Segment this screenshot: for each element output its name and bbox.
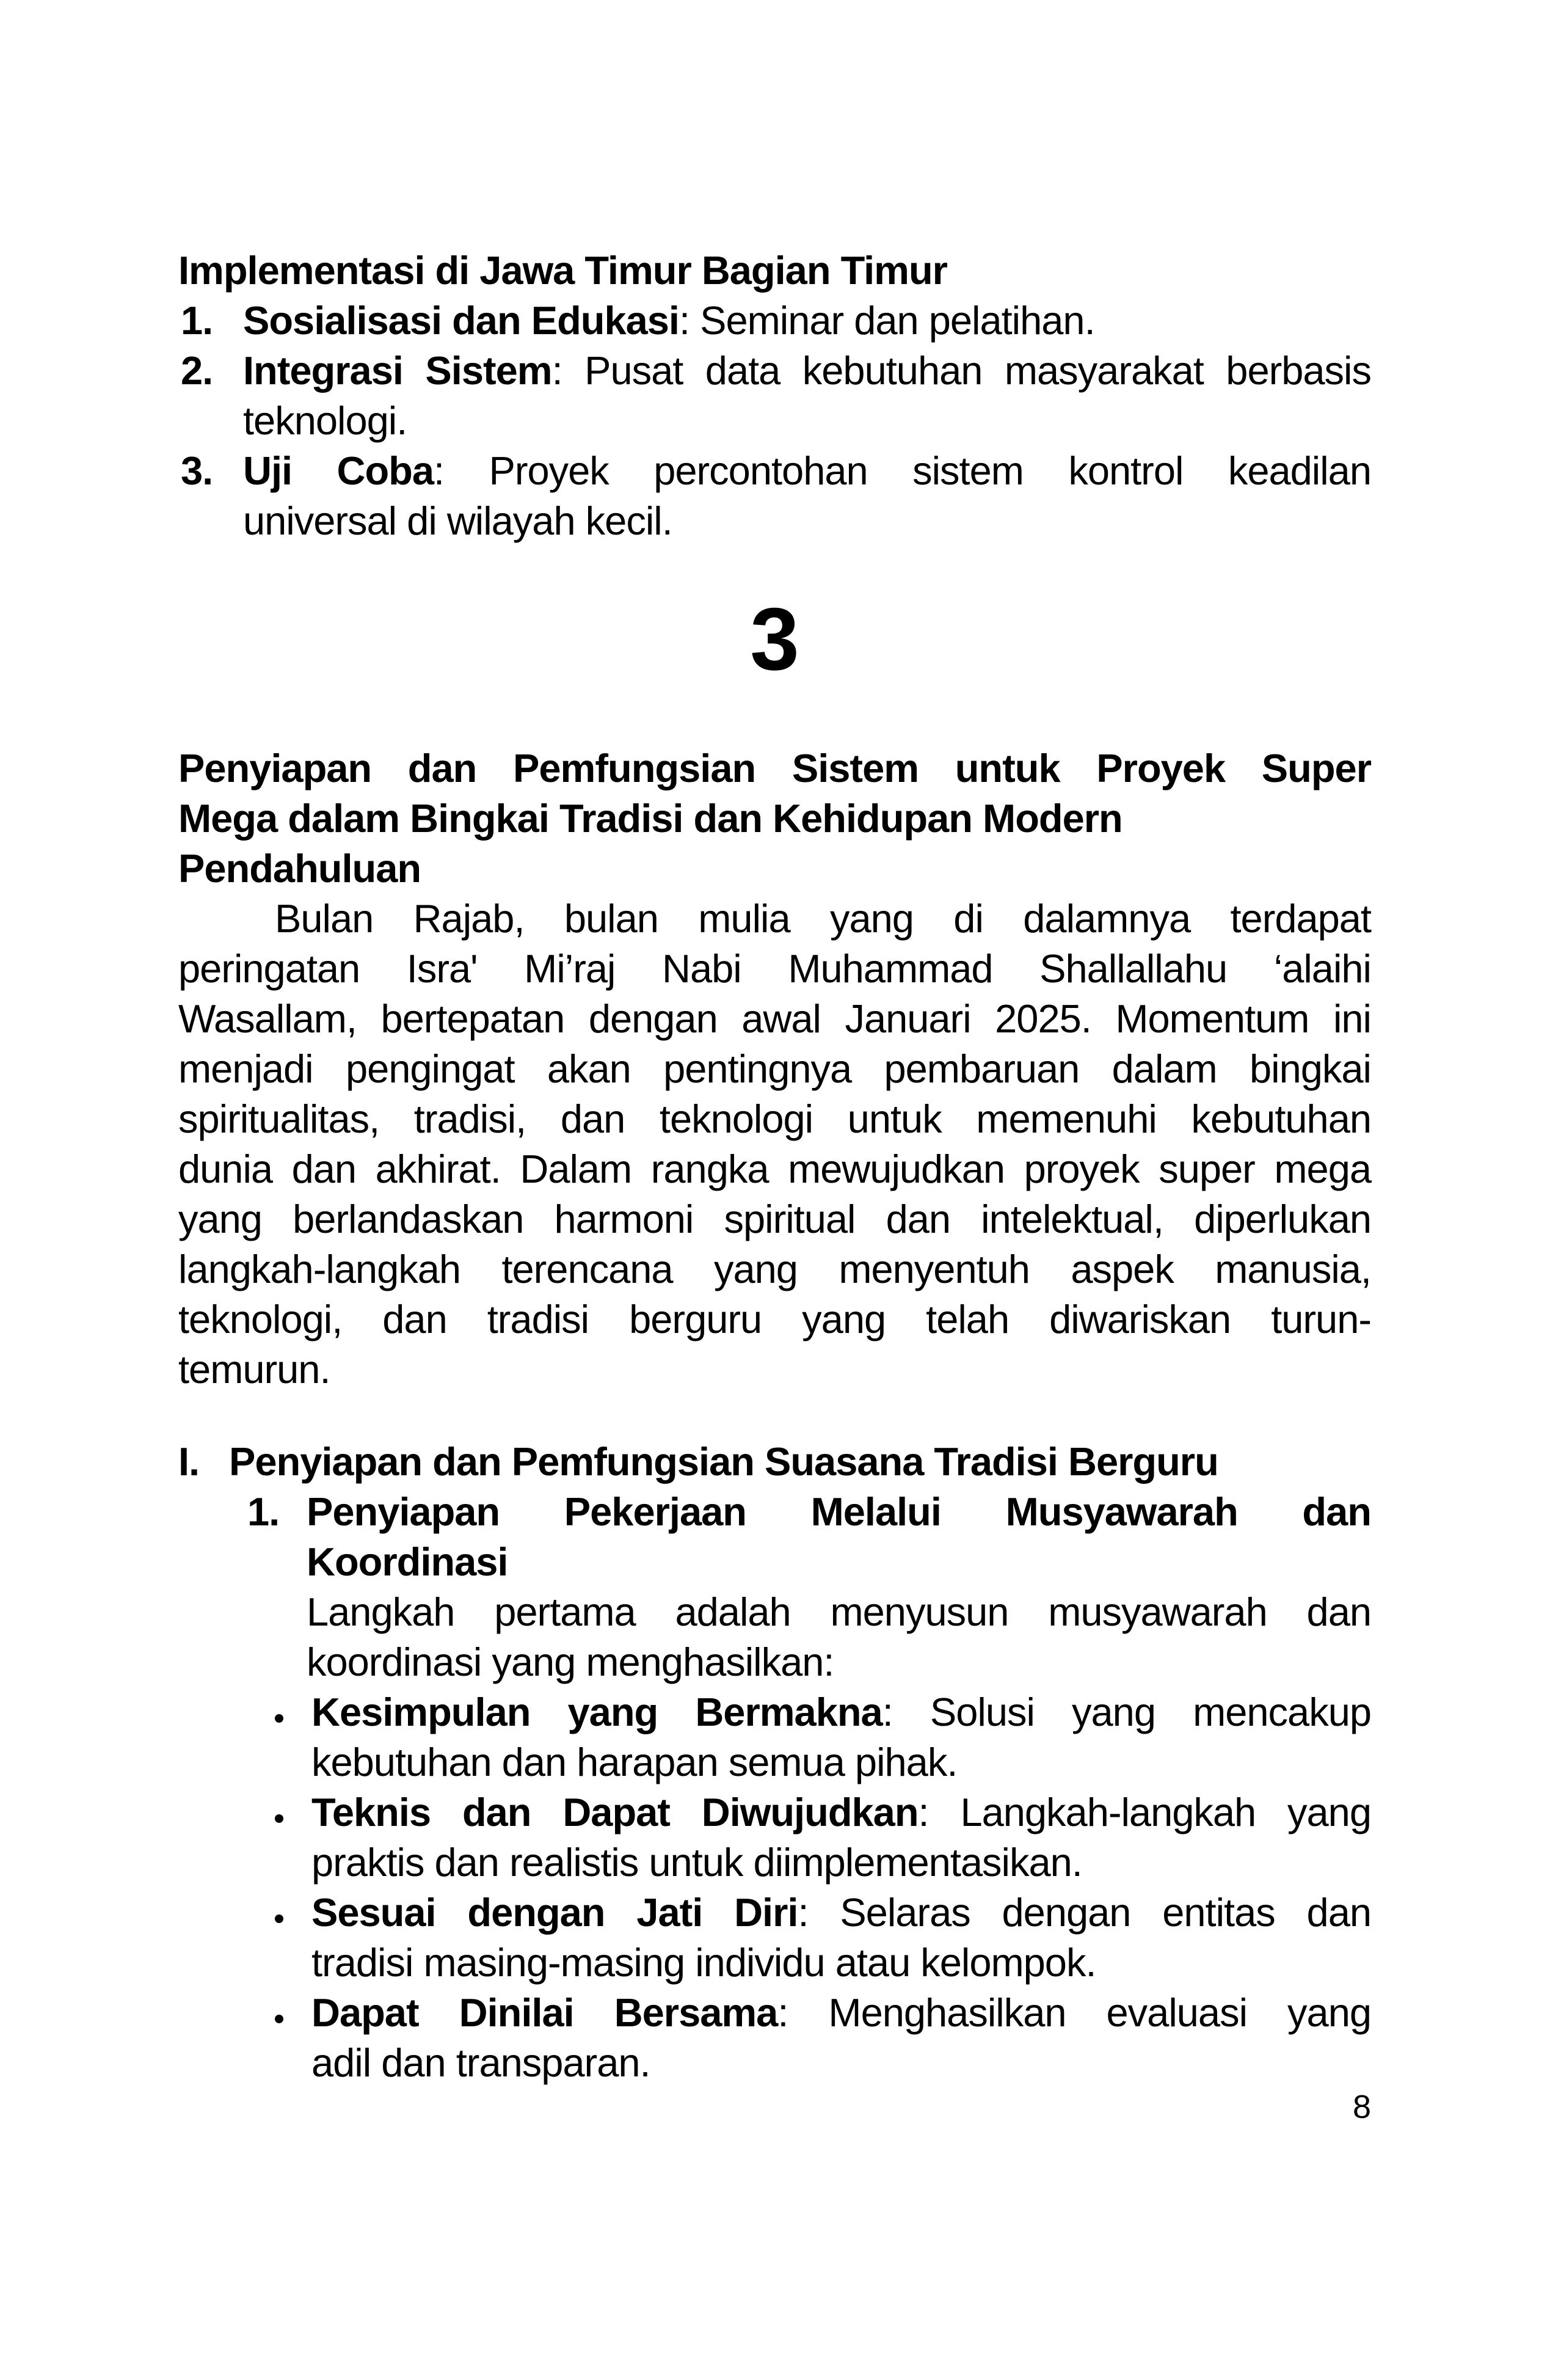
list-item-1 bbox=[178, 296, 1371, 346]
bullet-text: : Menghasilkan evaluasi yang bbox=[777, 1990, 1371, 2035]
paragraph-line: peringatan Isra' Mi’raj Nabi Muhammad Shallallahu ‘alaihi bbox=[178, 946, 1371, 991]
paragraph-line: Langkah pertama adalah menyusun musyawarah dan bbox=[307, 1590, 1371, 1634]
list-item-line bbox=[243, 296, 1371, 346]
list-item-number: 3. bbox=[181, 448, 213, 493]
bullet-item-2 bbox=[178, 1787, 1371, 1888]
paragraph-line: dunia dan akhirat. Dalam rangka mewujudkan proyek super mega bbox=[178, 1147, 1371, 1191]
list-item-line: teknologi. bbox=[243, 398, 407, 443]
heading-implementasi: Implementasi di Jawa Timur Bagian Timur bbox=[178, 248, 947, 293]
subsection-number: 1. bbox=[247, 1489, 280, 1534]
bullet-line bbox=[311, 1888, 1371, 1938]
list-item-lead: Integrasi Sistem bbox=[243, 348, 552, 393]
subsection-title-line: Koordinasi bbox=[307, 1539, 508, 1584]
list-item-3 bbox=[178, 446, 1371, 546]
bullet-line: kebutuhan dan harapan semua pihak. bbox=[311, 1740, 958, 1784]
chapter-title-line-2: Mega dalam Bingkai Tradisi dan Kehidupan Modern bbox=[178, 796, 1122, 841]
paragraph-line: yang berlandaskan harmoni spiritual dan intelektual, diperlukan bbox=[178, 1197, 1371, 1241]
paragraph-line: temurun. bbox=[178, 1347, 330, 1392]
bullet-line bbox=[311, 1687, 1371, 1737]
bullet-line bbox=[311, 1787, 1371, 1838]
bullet-icon bbox=[275, 1814, 283, 1823]
bullet-item-3 bbox=[178, 1888, 1371, 1988]
list-item-number: 1. bbox=[181, 298, 213, 343]
chapter-number: 3 bbox=[750, 590, 799, 688]
paragraph-line: spiritualitas, tradisi, dan teknologi untuk memenuhi kebutuhan bbox=[178, 1097, 1371, 1141]
list-item-line bbox=[243, 346, 1371, 396]
bullet-item-1 bbox=[178, 1687, 1371, 1787]
paragraph-line: teknologi, dan tradisi berguru yang telah diwariskan turun- bbox=[178, 1297, 1371, 1341]
bullet-line bbox=[311, 1988, 1371, 2038]
list-item-number: 2. bbox=[181, 348, 213, 393]
list-item-line: universal di wilayah kecil. bbox=[243, 498, 672, 543]
list-item-2 bbox=[178, 346, 1371, 446]
list-item-lead: Uji Coba bbox=[243, 448, 434, 493]
list-item-text: : Pusat data kebutuhan masyarakat berbasis bbox=[551, 348, 1371, 393]
bullet-text: : Langkah-langkah yang bbox=[918, 1790, 1371, 1834]
list-item-line bbox=[243, 446, 1371, 496]
list-item-text: : Seminar dan pelatihan. bbox=[679, 298, 1095, 343]
bullet-line: adil dan transparan. bbox=[311, 2040, 650, 2085]
bullet-text: : Selaras dengan entitas dan bbox=[798, 1890, 1371, 1935]
bullet-line: tradisi masing-masing individu atau kelompok. bbox=[311, 1940, 1096, 1985]
page-number: 8 bbox=[1352, 2089, 1371, 2125]
section-title: Penyiapan dan Pemfungsian Suasana Tradisi Berguru bbox=[229, 1439, 1218, 1484]
bullet-item-4 bbox=[178, 1988, 1371, 2088]
list-item-lead: Sosialisasi dan Edukasi bbox=[243, 298, 679, 343]
bullet-lead: Sesuai dengan Jati Diri bbox=[311, 1890, 798, 1935]
bullet-lead: Dapat Dinilai Bersama bbox=[311, 1990, 778, 2035]
paragraph-line: langkah-langkah terencana yang menyentuh aspek manusia, bbox=[178, 1247, 1371, 1291]
paragraph-line: Bulan Rajab, bulan mulia yang di dalamnya terdapat bbox=[275, 896, 1371, 941]
bullet-icon bbox=[275, 1714, 283, 1723]
bullet-icon bbox=[275, 1915, 283, 1923]
section-heading bbox=[178, 1437, 1371, 1487]
chapter-title-line-1: Penyiapan dan Pemfungsian Sistem untuk Proyek Super bbox=[178, 746, 1371, 790]
subsection-title-line: Penyiapan Pekerjaan Melalui Musyawarah dan bbox=[307, 1489, 1371, 1534]
section-number: I. bbox=[178, 1439, 200, 1484]
subsection-heading bbox=[178, 1487, 1371, 1587]
bullet-icon bbox=[275, 2015, 283, 2023]
subsection-paragraph bbox=[307, 1587, 1371, 1687]
bullet-lead: Teknis dan Dapat Diwujudkan bbox=[311, 1790, 919, 1834]
bullet-text: : Solusi yang mencakup bbox=[882, 1690, 1371, 1734]
paragraph-line: Wasallam, bertepatan dengan awal Januari 2025. Momentum ini bbox=[178, 996, 1371, 1041]
bullet-lead: Kesimpulan yang Bermakna bbox=[311, 1690, 882, 1734]
paragraph-line: koordinasi yang menghasilkan: bbox=[307, 1640, 834, 1684]
paragraph-line: menjadi pengingat akan pentingnya pembaruan dalam bingkai bbox=[178, 1046, 1371, 1091]
bullet-line: praktis dan realistis untuk diimplementasikan. bbox=[311, 1840, 1082, 1885]
list-item-text: : Proyek percontohan sistem kontrol keadilan bbox=[434, 448, 1371, 493]
subheading-pendahuluan: Pendahuluan bbox=[178, 846, 421, 891]
